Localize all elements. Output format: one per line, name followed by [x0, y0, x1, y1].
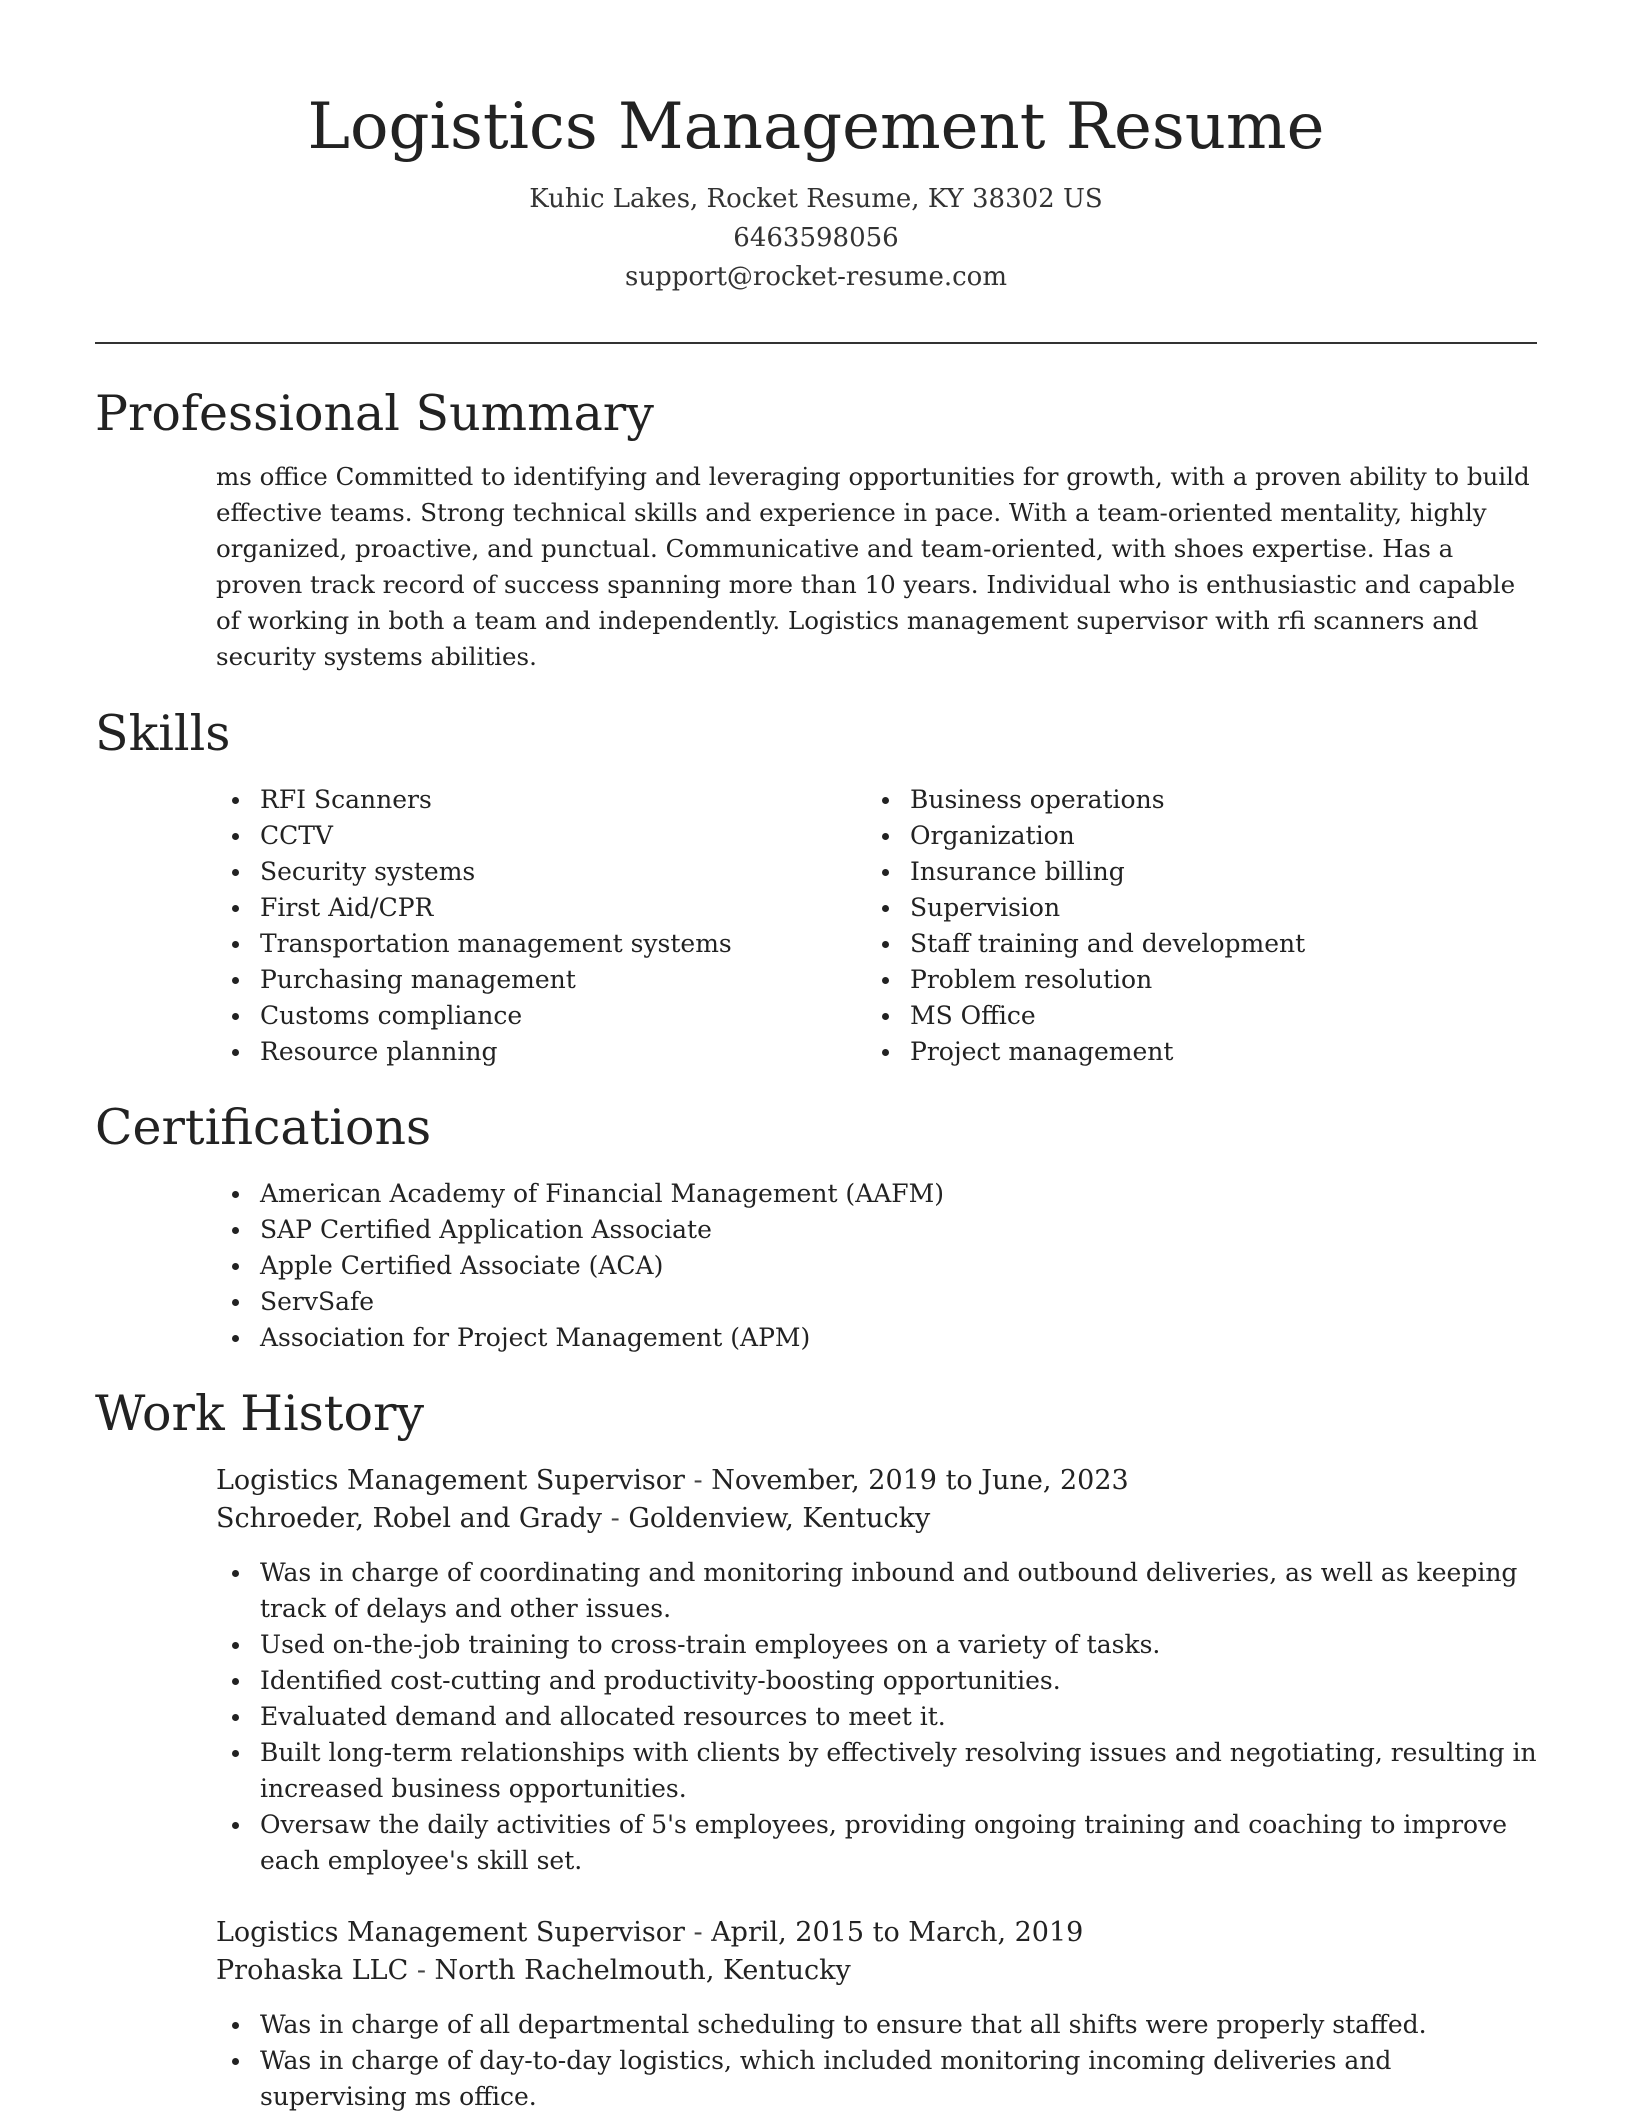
summary-text: ms office Committed to identifying and leveraging opportunities for growth, with a proven ability to build effective teams. Strong technical skills and experience in pace. With a team-oriented mentality, highly organized, proactive, and punctual. Communicative and team-oriented, with shoes expertise. Has a proven track record of success spanning more than 10 years. Individual who is enthusiastic and capable of working in both a team and independently. Logistics management supervisor with rfi scanners and security systems abilities. [216, 462, 1530, 671]
header-divider [95, 342, 1537, 344]
contact-email: support@rocket-resume.com [624, 262, 1007, 292]
skill-item: Project management [866, 1034, 1516, 1070]
skills-column-right [866, 782, 1516, 1070]
skill-item: Problem resolution [866, 962, 1516, 998]
summary-heading: Professional Summary [95, 385, 654, 442]
job-title-line: Logistics Management Supervisor - November, 2019 to June, 2023 [216, 1465, 1129, 1496]
job-entry [216, 1914, 1537, 2115]
job-company-line: Prohaska LLC - North Rachelmouth, Kentucky [216, 1955, 851, 1986]
job-duty-item: Was in charge of day-to-day logistics, which included monitoring incoming deliveries and supervising ms office. [216, 2043, 1537, 2115]
skill-item: Purchasing management [216, 962, 866, 998]
certifications-heading: Certifications [95, 1099, 432, 1156]
job-location: North Rachelmouth, Kentucky [434, 1955, 851, 1986]
resume-header [0, 0, 1632, 297]
job-title: Logistics Management Supervisor [216, 1465, 685, 1496]
skill-item: RFI Scanners [216, 782, 866, 818]
job-title-line: Logistics Management Supervisor - April, 2015 to March, 2019 [216, 1917, 1084, 1948]
job-company-line: Schroeder, Robel and Grady - Goldenview, Kentucky [216, 1503, 931, 1534]
skills-column-left [216, 782, 866, 1070]
job-duties [216, 1555, 1537, 1879]
job-entry [216, 1462, 1537, 1879]
skill-item: Staff training and development [866, 926, 1516, 962]
skill-item: Insurance billing [866, 854, 1516, 890]
skill-item: Organization [866, 818, 1516, 854]
job-dates: November, 2019 to June, 2023 [711, 1465, 1129, 1496]
job-title: Logistics Management Supervisor [216, 1917, 685, 1948]
job-location: Goldenview, Kentucky [628, 1503, 931, 1534]
job-dates: April, 2015 to March, 2019 [711, 1917, 1084, 1948]
contact-phone: 6463598056 [733, 223, 899, 253]
job-duty-item: Was in charge of all departmental scheduling to ensure that all shifts were properly staffed. [216, 2007, 1537, 2043]
job-company: Schroeder, Robel and Grady [216, 1503, 603, 1534]
skill-item: Transportation management systems [216, 926, 866, 962]
summary-section [216, 459, 1537, 675]
job-duty-item: Evaluated demand and allocated resources to meet it. [216, 1699, 1537, 1735]
page-title: Logistics Management Resume [307, 90, 1325, 164]
contact-block [0, 180, 1632, 297]
skills-section [216, 782, 1537, 1070]
certification-item: ServSafe [216, 1284, 1537, 1320]
skills-heading: Skills [95, 705, 231, 762]
job-duty-item: Oversaw the daily activities of 5's employees, providing ongoing training and coaching to improve each employee's skill set. [216, 1807, 1537, 1879]
job-duty-item: Built long-term relationships with clients by effectively resolving issues and negotiating, resulting in increased business opportunities. [216, 1735, 1537, 1807]
skill-item: CCTV [216, 818, 866, 854]
job-company: Prohaska LLC [216, 1955, 409, 1986]
certifications-section [216, 1176, 1537, 1356]
skill-item: Security systems [216, 854, 866, 890]
skill-item: Supervision [866, 890, 1516, 926]
job-duty-item: Identified cost-cutting and productivity-boosting opportunities. [216, 1663, 1537, 1699]
certification-item: SAP Certified Application Associate [216, 1212, 1537, 1248]
job-duty-item: Was in charge of coordinating and monitoring inbound and outbound deliveries, as well as keeping track of delays and other issues. [216, 1555, 1537, 1627]
certification-item: American Academy of Financial Management (AAFM) [216, 1176, 1537, 1212]
skill-item: MS Office [866, 998, 1516, 1034]
skill-item: First Aid/CPR [216, 890, 866, 926]
work-history-heading: Work History [95, 1385, 425, 1442]
certification-item: Association for Project Management (APM) [216, 1320, 1537, 1356]
skill-item: Business operations [866, 782, 1516, 818]
contact-address: Kuhic Lakes, Rocket Resume, KY 38302 US [529, 184, 1103, 214]
skill-item: Customs compliance [216, 998, 866, 1034]
job-duty-item: Used on-the-job training to cross-train employees on a variety of tasks. [216, 1627, 1537, 1663]
job-duties [216, 2007, 1537, 2115]
certification-item: Apple Certified Associate (ACA) [216, 1248, 1537, 1284]
skill-item: Resource planning [216, 1034, 866, 1070]
